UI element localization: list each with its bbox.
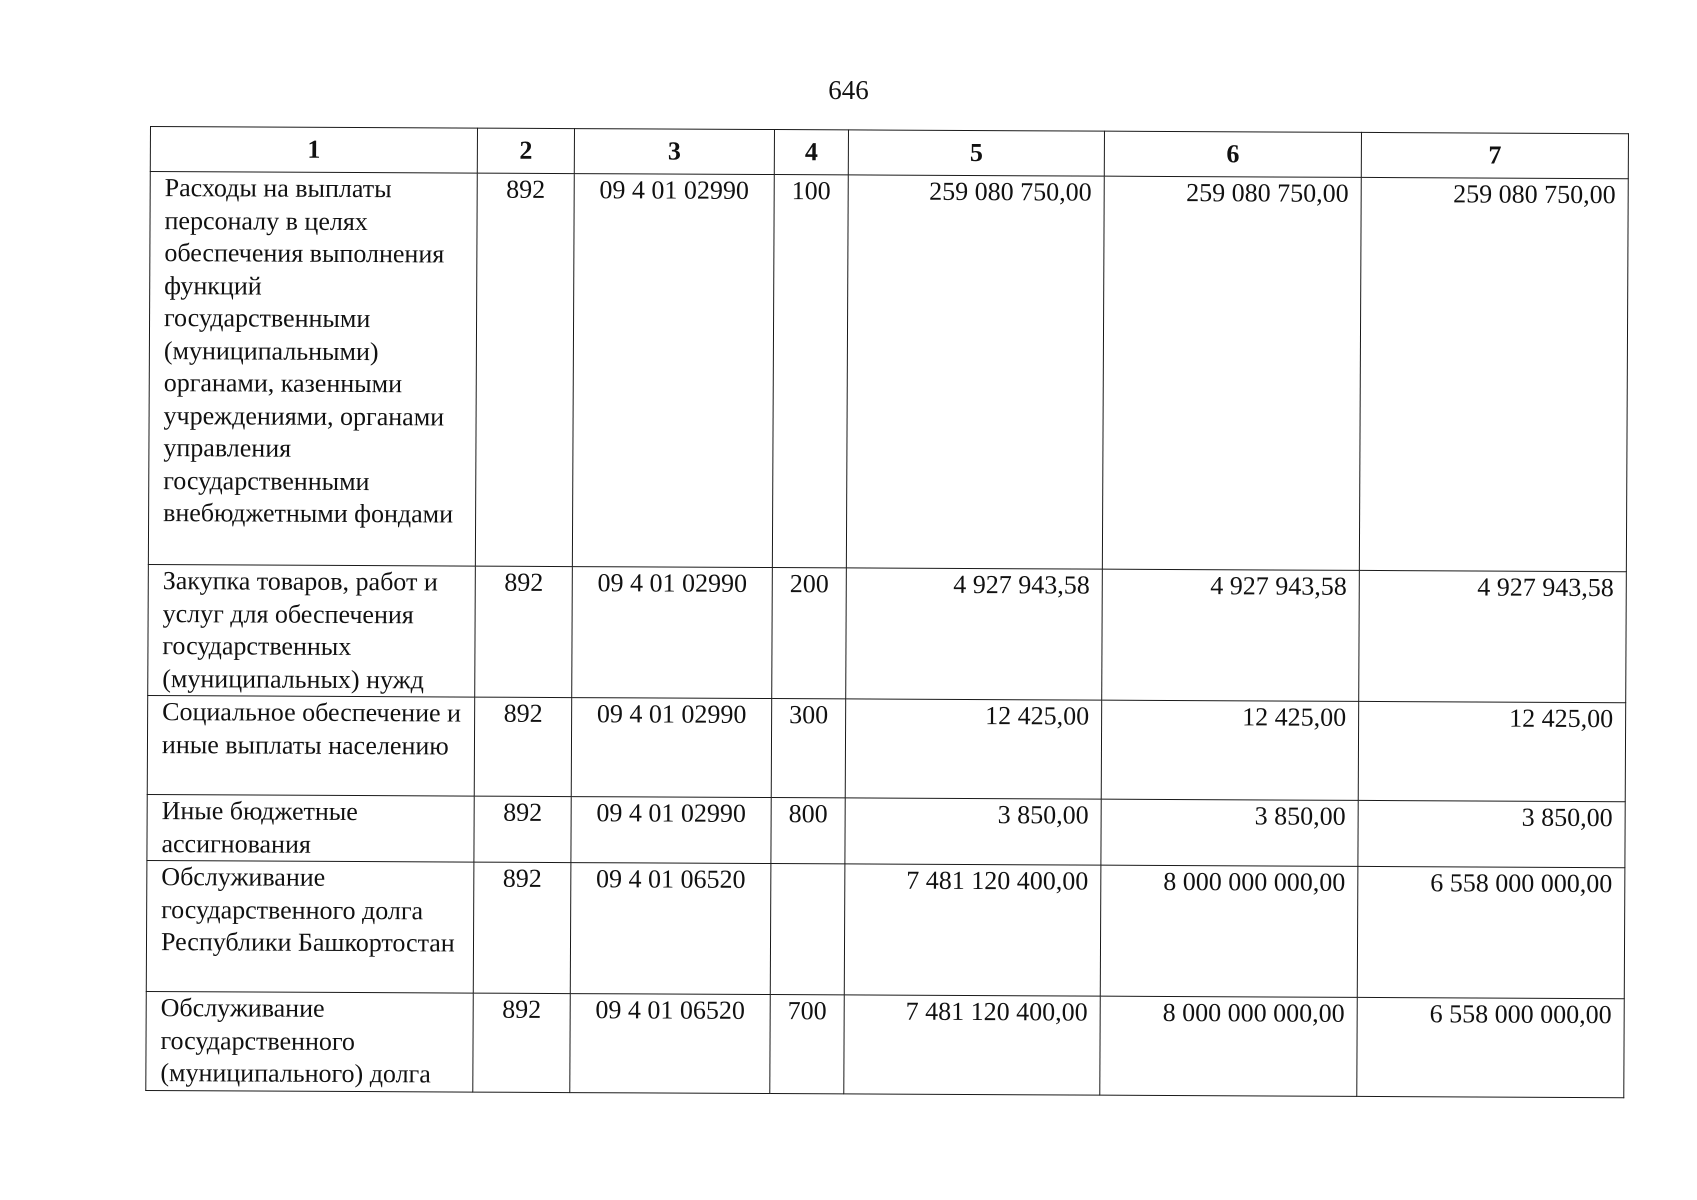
row-amount-col6: 3 850,00: [1101, 799, 1358, 866]
row-target-code: 09 4 01 06520: [570, 994, 770, 1094]
row-amount-col5: 7 481 120 400,00: [844, 995, 1100, 1095]
row-expense-type: [770, 864, 845, 995]
budget-table: [145, 126, 1629, 1098]
table-header-row: [150, 127, 1628, 179]
row-amount-col6: 12 425,00: [1101, 700, 1358, 800]
row-target-code: 09 4 01 02990: [571, 797, 771, 864]
row-grbs: 892: [475, 566, 573, 697]
row-target-code: 09 4 01 06520: [570, 863, 771, 995]
row-amount-col5: 4 927 943,58: [846, 568, 1103, 700]
row-amount-col5: 12 425,00: [845, 699, 1101, 799]
row-expense-type: 800: [771, 798, 845, 864]
row-expense-type: 300: [771, 699, 845, 798]
page-number: 646: [828, 75, 869, 105]
row-amount-col7: 3 850,00: [1358, 800, 1625, 867]
row-amount-col6: 8 000 000 000,00: [1100, 865, 1358, 997]
row-expense-type: 700: [770, 995, 844, 1094]
row-amount-col7: 6 558 000 000,00: [1357, 997, 1624, 1097]
row-amount-col6: 4 927 943,58: [1102, 569, 1360, 701]
header-col-3: 3: [574, 129, 774, 175]
header-col-1: 1: [150, 127, 477, 174]
table-row: [148, 172, 1628, 572]
table-row: [146, 991, 1624, 1097]
row-amount-col5: 3 850,00: [845, 798, 1101, 865]
row-name: Обслуживание государственного долга Республики Башкортостан: [146, 860, 474, 993]
row-amount-col5: 7 481 120 400,00: [844, 864, 1101, 996]
header-col-6: 6: [1104, 131, 1361, 177]
header-col-2: 2: [477, 128, 574, 173]
row-amount-col7: 4 927 943,58: [1359, 570, 1627, 702]
header-col-4: 4: [774, 130, 848, 175]
row-name: Расходы на выплаты персоналу в целях обеспечения выполнения функций государственными (муниципальными) органами, казенными учреждениями, органами управления государственными внебюджетными фондами: [148, 172, 477, 567]
row-grbs: 892: [474, 796, 571, 862]
row-amount-col7: 12 425,00: [1358, 701, 1625, 801]
table-row: [147, 695, 1625, 801]
row-amount-col6: 259 080 750,00: [1102, 176, 1361, 570]
row-expense-type: 200: [772, 568, 847, 699]
header-col-7: 7: [1361, 132, 1628, 178]
table-row: [146, 860, 1625, 998]
budget-table-container: [145, 126, 1629, 1098]
row-name: Закупка товаров, работ и услуг для обеспечения государственных (муниципальных) нужд: [148, 564, 476, 697]
row-expense-type: 100: [772, 175, 848, 568]
row-name: Обслуживание государственного (муниципального) долга: [146, 991, 473, 1092]
row-grbs: 892: [473, 993, 570, 1092]
header-col-5: 5: [848, 130, 1104, 176]
table-row: [147, 794, 1625, 867]
row-name: Иные бюджетные ассигнования: [147, 794, 474, 862]
row-amount-col5: 259 080 750,00: [846, 175, 1104, 569]
row-amount-col7: 259 080 750,00: [1359, 177, 1628, 571]
row-target-code: 09 4 01 02990: [572, 567, 773, 699]
table-row: [148, 564, 1627, 702]
row-grbs: 892: [473, 862, 571, 993]
row-grbs: 892: [474, 697, 571, 796]
row-target-code: 09 4 01 02990: [571, 698, 771, 798]
row-name: Социальное обеспечение и иные выплаты населению: [147, 695, 474, 796]
row-grbs: 892: [475, 173, 574, 566]
row-amount-col7: 6 558 000 000,00: [1357, 866, 1625, 998]
row-amount-col6: 8 000 000 000,00: [1100, 996, 1357, 1096]
row-target-code: 09 4 01 02990: [572, 174, 774, 568]
